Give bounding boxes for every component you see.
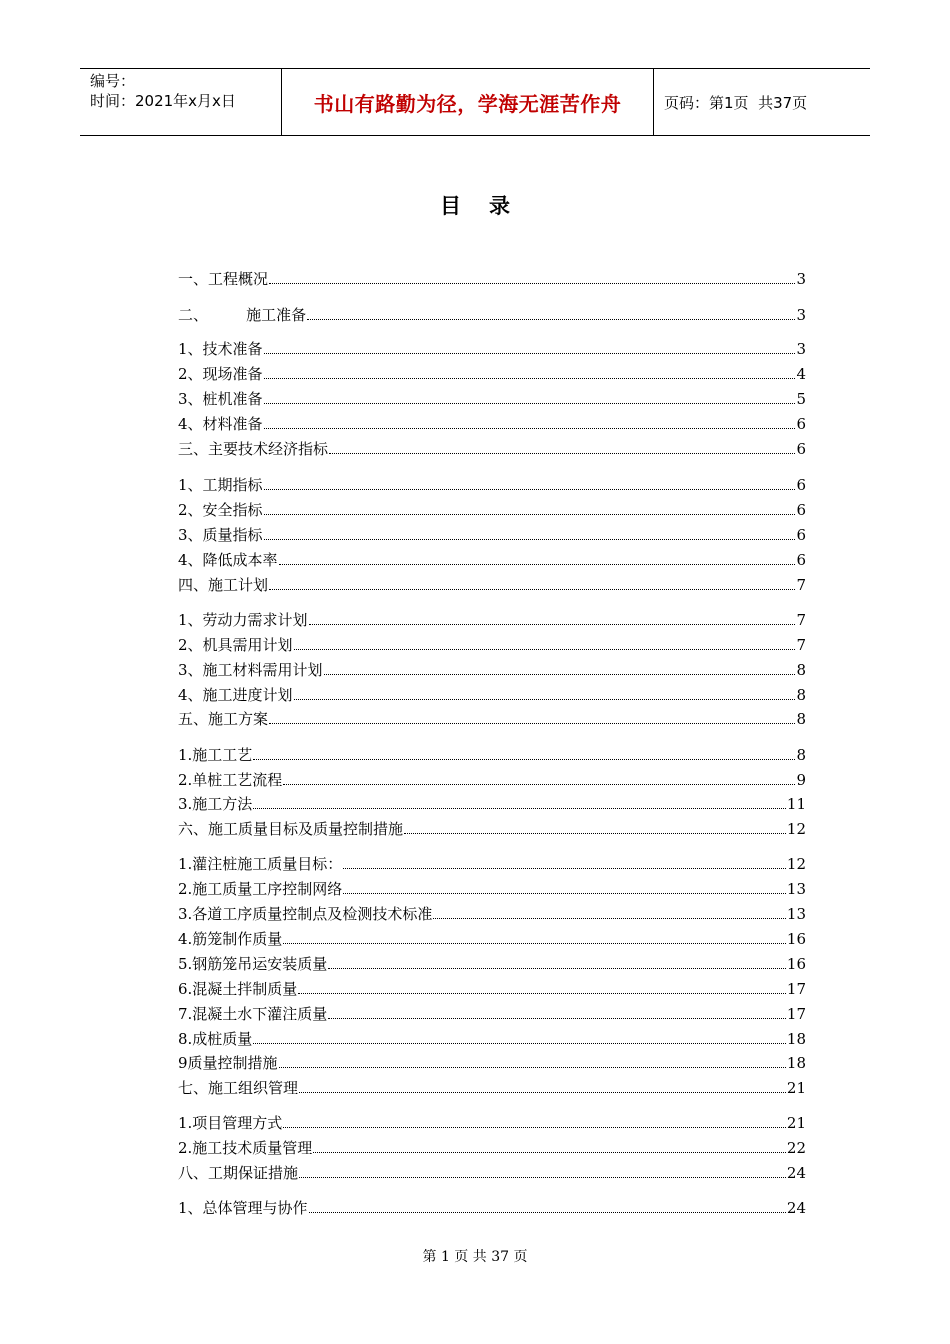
toc-entry-title: 3、桩机准备 (178, 390, 263, 408)
toc-entry[interactable] (178, 1197, 806, 1219)
toc-entry-page: 6 (796, 501, 806, 519)
toc-entry-title: 2.施工技术质量管理 (178, 1139, 313, 1157)
toc-entry-page: 3 (796, 306, 806, 324)
toc-dot-leader (269, 588, 795, 590)
toc-dot-leader (309, 1211, 786, 1213)
toc-entry-page: 12 (786, 820, 806, 838)
toc-entry-page: 7 (796, 611, 806, 629)
toc-entry-page: 21 (786, 1114, 806, 1132)
toc-entry-page: 17 (786, 980, 806, 998)
toc-dot-leader (264, 513, 796, 515)
toc-entry[interactable] (178, 878, 806, 900)
toc-entry-title: 八、工期保证措施 (178, 1164, 299, 1182)
toc-entry-title: 二、 施工准备 (178, 306, 307, 324)
toc-entry[interactable] (178, 928, 806, 950)
toc-entry-title: 2、机具需用计划 (178, 636, 293, 654)
toc-dot-leader (264, 488, 796, 490)
toc-dot-leader (298, 992, 786, 994)
toc-entry-title: 七、施工组织管理 (178, 1079, 299, 1097)
page-footer: 第 1 页 共 37 页 (422, 1249, 528, 1265)
toc-entry-page: 11 (786, 795, 806, 813)
toc-entry-title: 五、施工方案 (178, 710, 269, 728)
toc-entry[interactable] (178, 659, 806, 681)
toc-entry[interactable] (178, 1137, 806, 1159)
toc-entry-page: 3 (796, 270, 806, 288)
toc-entry-title: 1、技术准备 (178, 340, 263, 358)
toc-entry[interactable] (178, 1112, 806, 1134)
toc-dot-leader (283, 783, 795, 785)
toc-entry[interactable] (178, 793, 806, 815)
toc-entry-title: 4、降低成本率 (178, 551, 278, 569)
toc-entry-title: 3.施工方法 (178, 795, 253, 813)
toc-entry-title: 5.钢筋笼吊运安装质量 (178, 955, 328, 973)
toc-entry-title: 3、施工材料需用计划 (178, 661, 323, 679)
toc-entry[interactable] (178, 978, 806, 1000)
toc-entry-title: 1、劳动力需求计划 (178, 611, 308, 629)
toc-dot-leader (313, 1151, 786, 1153)
toc-dot-leader (294, 648, 796, 650)
toc-entry[interactable] (178, 574, 806, 596)
toc-entry-title: 2.单桩工艺流程 (178, 771, 283, 789)
toc-entry-title: 2、安全指标 (178, 501, 263, 519)
toc-entry-title: 4、施工进度计划 (178, 686, 293, 704)
toc-entry[interactable] (178, 1028, 806, 1050)
toc-dot-leader (329, 452, 795, 454)
toc-dot-leader (253, 758, 795, 760)
toc-dot-leader (269, 282, 795, 284)
toc-entry-page: 18 (786, 1054, 806, 1072)
toc-entry-page: 22 (786, 1139, 806, 1157)
toc-entry[interactable] (178, 769, 806, 791)
toc-entry-page: 9 (796, 771, 806, 789)
toc-dot-leader (253, 1042, 786, 1044)
header-meta (80, 69, 282, 135)
toc-entry[interactable] (178, 903, 806, 925)
toc-entry[interactable] (178, 744, 806, 766)
toc-entry-page: 6 (796, 551, 806, 569)
header-page-info: 页码：第1页 共37页 (664, 93, 808, 112)
toc-dot-leader (264, 377, 796, 379)
toc-entry-page: 24 (786, 1199, 806, 1217)
toc-dot-leader (269, 722, 795, 724)
toc-entry[interactable] (178, 853, 806, 875)
toc-dot-leader (264, 538, 796, 540)
toc-entry-title: 6.混凝土拌制质量 (178, 980, 298, 998)
toc-entry-page: 21 (786, 1079, 806, 1097)
toc-dot-leader (299, 1176, 786, 1178)
toc-entry[interactable] (178, 1052, 806, 1074)
toc-entry-title: 2、现场准备 (178, 365, 263, 383)
toc-dot-leader (253, 807, 786, 809)
toc-dot-leader (299, 1091, 786, 1093)
toc-entry-page: 4 (796, 365, 806, 383)
toc-entry-page: 5 (796, 390, 806, 408)
toc-entry-title: 8.成桩质量 (178, 1030, 253, 1048)
toc-dot-leader (279, 563, 796, 565)
toc-entry-page: 6 (796, 476, 806, 494)
toc-entry[interactable] (178, 1003, 806, 1025)
toc-entry[interactable] (178, 684, 806, 706)
toc-entry-title: 1、工期指标 (178, 476, 263, 494)
toc-dot-leader (264, 402, 796, 404)
toc-title: 目录 (440, 194, 538, 218)
toc-entry[interactable] (178, 1162, 806, 1184)
toc-entry-page: 6 (796, 415, 806, 433)
toc-entry[interactable] (178, 549, 806, 571)
toc-entry-title: 3.各道工序质量控制点及检测技术标准 (178, 905, 433, 923)
toc-entry-title: 三、主要技术经济指标 (178, 440, 329, 458)
toc-dot-leader (294, 698, 796, 700)
document-time-label: 时间：2021年x月x日 (90, 92, 236, 110)
toc-dot-leader (328, 967, 786, 969)
toc-entry-page: 13 (786, 905, 806, 923)
toc-entry-title: 3、质量指标 (178, 526, 263, 544)
toc-entry-title: 2.施工质量工序控制网络 (178, 880, 343, 898)
toc-entry[interactable] (178, 524, 806, 546)
toc-entry-title: 1.施工工艺 (178, 746, 253, 764)
toc-dot-leader (309, 623, 796, 625)
toc-entry-title: 1、总体管理与协作 (178, 1199, 308, 1217)
toc-entry[interactable] (178, 634, 806, 656)
toc-entry-page: 18 (786, 1030, 806, 1048)
toc-dot-leader (433, 917, 786, 919)
toc-dot-leader (283, 1126, 786, 1128)
toc-entry[interactable] (178, 268, 806, 290)
toc-entry[interactable] (178, 609, 806, 631)
toc-entry[interactable] (178, 474, 806, 496)
document-number-label: 编号： (90, 72, 136, 90)
toc-entry-title: 7.混凝土水下灌注质量 (178, 1005, 328, 1023)
toc-entry-title: 1.项目管理方式 (178, 1114, 283, 1132)
toc-dot-leader (283, 942, 786, 944)
toc-dot-leader (328, 1017, 786, 1019)
toc-entry-page: 7 (796, 636, 806, 654)
toc-entry-page: 16 (786, 955, 806, 973)
toc-dot-leader (343, 867, 786, 869)
toc-entry[interactable] (178, 338, 806, 360)
toc-entry[interactable] (178, 413, 806, 435)
toc-entry-page: 8 (796, 686, 806, 704)
toc-entry[interactable] (178, 1077, 806, 1099)
toc-entry-title: 1.灌注桩施工质量目标： (178, 855, 343, 873)
toc-entry-page: 3 (796, 340, 806, 358)
toc-entry-page: 17 (786, 1005, 806, 1023)
toc-entry-page: 8 (796, 710, 806, 728)
toc-dot-leader (404, 832, 786, 834)
toc-dot-leader (279, 1066, 786, 1068)
toc-entry-page: 6 (796, 526, 806, 544)
toc-entry-page: 8 (796, 661, 806, 679)
toc-entry-page: 6 (796, 440, 806, 458)
page-header (80, 68, 870, 136)
toc-dot-leader (343, 892, 786, 894)
toc-entry[interactable] (178, 818, 806, 840)
toc-entry-page: 16 (786, 930, 806, 948)
toc-entry-page: 7 (796, 576, 806, 594)
toc-entry-title: 四、施工计划 (178, 576, 269, 594)
header-motto: 书山有路勤为径，学海无涯苦作舟 (282, 69, 654, 135)
toc-entry[interactable] (178, 708, 806, 730)
toc-entry-title: 4、材料准备 (178, 415, 263, 433)
toc-entry-title: 六、施工质量目标及质量控制措施 (178, 820, 404, 838)
toc-entry[interactable] (178, 499, 806, 521)
toc-entry-title: 4.筋笼制作质量 (178, 930, 283, 948)
toc-entry-title: 9质量控制措施 (178, 1054, 278, 1072)
toc-entry[interactable] (178, 438, 806, 460)
toc-entry[interactable] (178, 388, 806, 410)
toc-entry[interactable] (178, 953, 806, 975)
toc-entry-page: 24 (786, 1164, 806, 1182)
toc-entry-page: 13 (786, 880, 806, 898)
toc-entry[interactable] (178, 304, 806, 326)
toc-entry-page: 8 (796, 746, 806, 764)
toc-dot-leader (307, 318, 795, 320)
toc-dot-leader (324, 673, 796, 675)
toc-dot-leader (264, 427, 796, 429)
toc-dot-leader (264, 352, 796, 354)
toc-entry-page: 12 (786, 855, 806, 873)
toc-entry-title: 一、工程概况 (178, 270, 269, 288)
toc-entry[interactable] (178, 363, 806, 385)
